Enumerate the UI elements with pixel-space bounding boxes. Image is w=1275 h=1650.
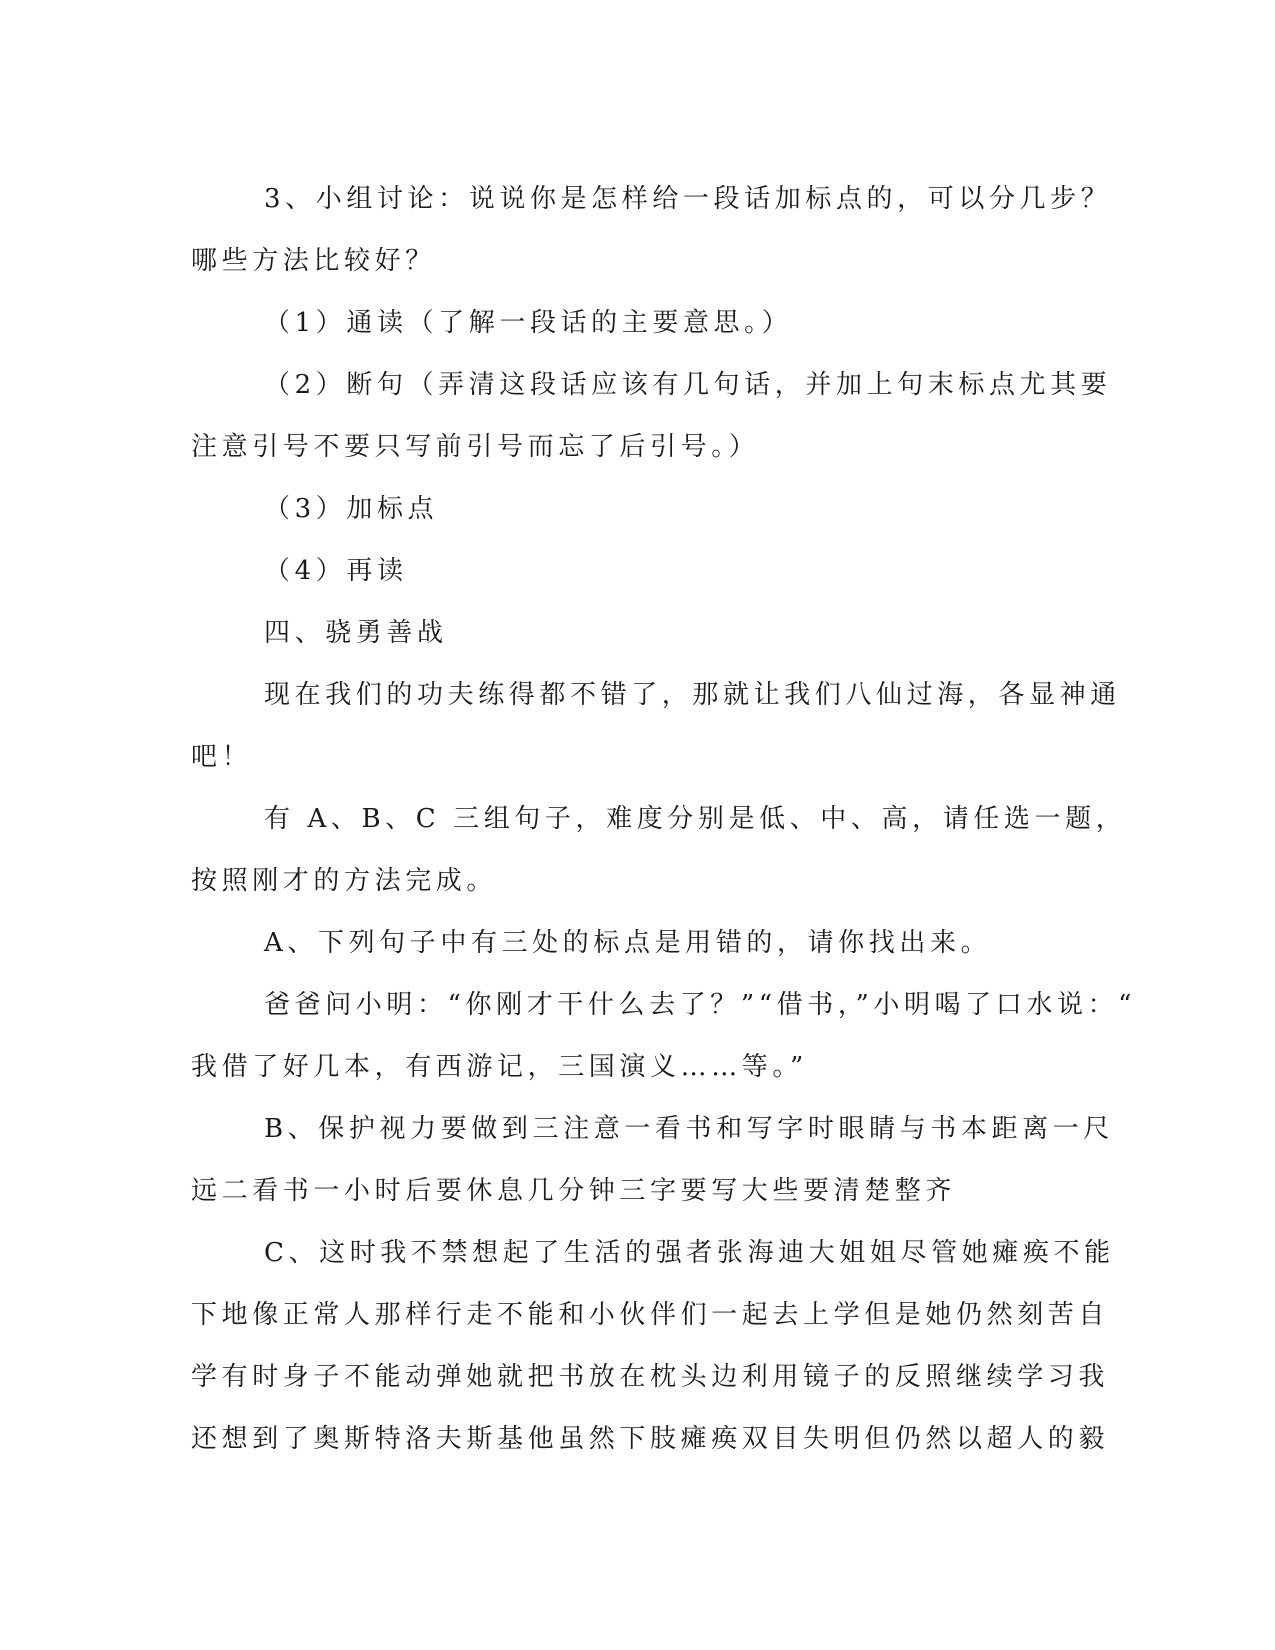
text-line: 按照刚才的方法完成。 (191, 866, 498, 896)
exercise-a-prompt: A、下列句子中有三处的标点是用错的，请你找出来。 (264, 928, 992, 958)
text-line: 吧！ (191, 742, 253, 772)
text-line: 哪些方法比较好？ (191, 246, 436, 276)
text-line-discussion: 3、小组讨论：说说你是怎样给一段话加标点的，可以分几步？ (264, 184, 1112, 214)
exercise-c-text: 还想到了奥斯特洛夫斯基他虽然下肢瘫痪双目失明但仍然以超人的毅 (191, 1424, 1110, 1454)
step-1-line: （1）通读（了解一段话的主要意思。） (264, 308, 793, 338)
exercise-b-text: 远二看书一小时后要休息几分钟三字要写大些要清楚整齐 (191, 1176, 957, 1206)
document-body (191, 168, 1137, 1470)
section-heading: 四、骁勇善战 (264, 618, 448, 648)
exercise-c-text: C、这时我不禁想起了生活的强者张海迪大姐姐尽管她瘫痪不能 (264, 1238, 1115, 1268)
step-3-line: （3）加标点 (264, 494, 439, 524)
text-line: 有 A、B、C 三组句子，难度分别是低、中、高，请任选一题， (264, 804, 1127, 834)
text-line: 现在我们的功夫练得都不错了，那就让我们八仙过海，各显神通 (264, 680, 1121, 710)
exercise-b-text: B、保护视力要做到三注意一看书和写字时眼睛与书本距离一尺 (264, 1114, 1114, 1144)
exercise-c-text: 下地像正常人那样行走不能和小伙伴们一起去上学但是她仍然刻苦自 (191, 1300, 1110, 1330)
step-4-line: （4）再读 (264, 556, 408, 586)
text-line: 注意引号不要只写前引号而忘了后引号。） (191, 432, 760, 462)
exercise-a-text: 爸爸问小明：“你刚才干什么去了？”“借书，”小明喝了口水说：“ (264, 990, 1137, 1020)
exercise-a-text: 我借了好几本，有西游记，三国演义……等。” (191, 1052, 808, 1082)
exercise-c-text: 学有时身子不能动弹她就把书放在枕头边利用镜子的反照继续学习我 (191, 1362, 1110, 1392)
step-2-line: （2）断句（弄清这段话应该有几句话，并加上句末标点尤其要 (264, 370, 1112, 400)
